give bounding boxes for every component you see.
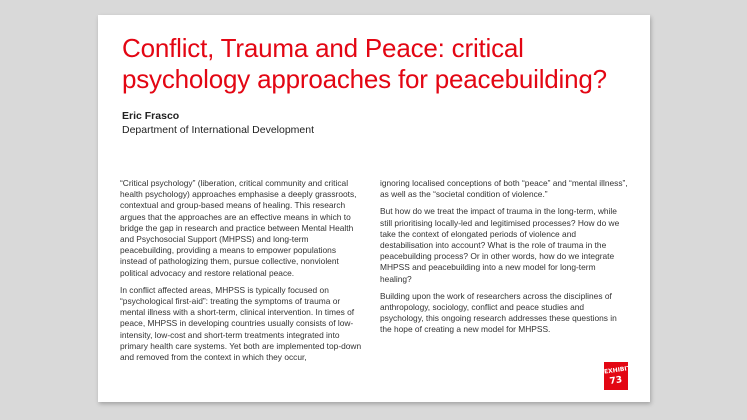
exhibit-badge-label: EXHIBIT: [603, 364, 632, 376]
body-paragraph: But how do we treat the impact of trauma in the long-term, while still prioritising locally-led and legitimised processes? How do we take the context of elongated periods of violence and destabilisation into account? What is the role of trauma in the peacebuilding process? Or in other words, how do we integrate MHPSS and peacebuilding into a new model for long-term healing?: [380, 206, 620, 284]
body-column-right: [380, 178, 628, 342]
author-name: Eric Frasco: [122, 110, 180, 122]
body-paragraph: Building upon the work of researchers across the disciplines of anthropology, sociology, conflict and peace studies and psychology, this ongoing research addresses these questions in the hope of creating a new model for MHPSS.: [380, 290, 617, 335]
body-paragraph: ignoring localised conceptions of both “peace” and “mental illness”, as well as the “societal condition of violence.”: [380, 178, 628, 200]
exhibit-badge: [603, 362, 632, 390]
department-name: Department of International Development: [122, 124, 315, 136]
body-column-left: [120, 178, 362, 369]
body-paragraph: “Critical psychology” (liberation, critical community and critical health psychology) approaches emphasise a deeply grassroots, contextual and group-based means of healing. This research argues that the approaches are an effective means in which to bridge the gap in research and practice between Mental Health and Psychosocial Support (MHPSS) and long-term peacebuilding, providing a means to empower populations instead of pathologizing them, pursue collective, nonviolent political advocacy and restore relational peace.: [120, 178, 357, 278]
body-paragraph: In conflict affected areas, MHPSS is typically focused on “psychological first-aid”: treating the symptoms of trauma or mental illness with a short-term, clinical intervention. In times of peace, MHPSS in developing countries usually consists of low-intensity, low-cost and short-term treatments integrated into primary health care systems. Yet both are implemented top-down and removed from the context in which they occur,: [120, 284, 362, 363]
exhibit-badge-number: 73: [609, 375, 623, 387]
poster-title: Conflict, Trauma and Peace: critical psychology approaches for peacebuilding?: [122, 33, 607, 94]
poster-card: [98, 15, 650, 402]
